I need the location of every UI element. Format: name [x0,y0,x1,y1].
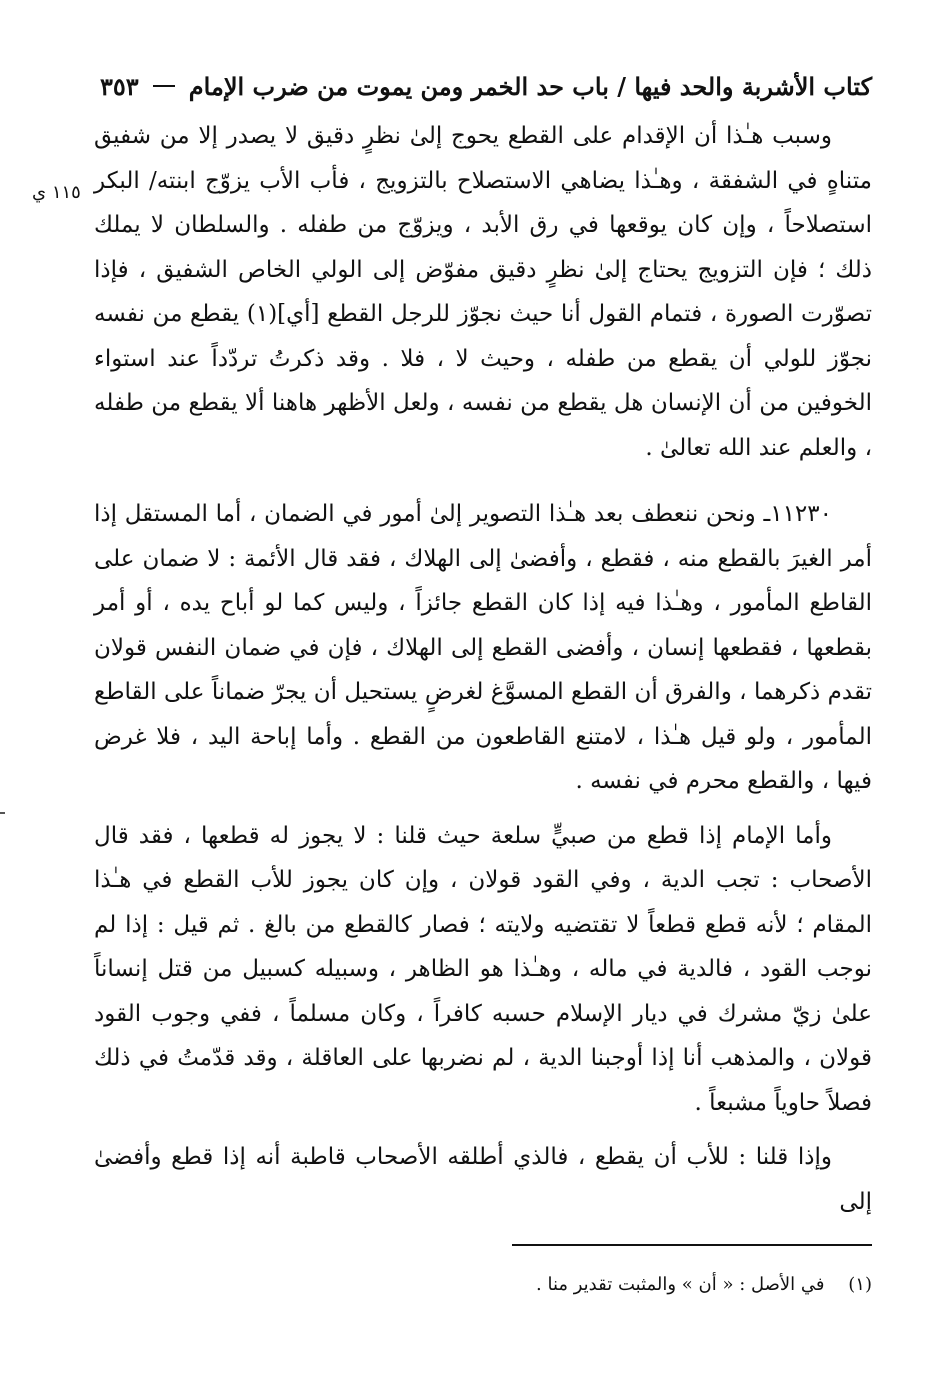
paragraph: وأما الإمام إذا قطع من صبيٍّ سلعة حيث قلنا : لا يجوز له قطعها ، فقد قال الأصحاب : تجب الدية ، وفي القود قولان ، وإن كان يجوز للأب القطع في هـٰذا المقام ؛ لأنه قطع قطعاً لا تقتضيه ولايته ؛ فصار كالقطع من بالغ . ثم قيل : إذا لم نوجب القود ، فالدية في ماله ، وهـٰذا هو الظاهر ، وسبيله كسبيل من قتل إنساناً علىٰ زيّ مشرك في ديار الإسلام حسبه كافراً ، وكان مسلماً ، ففي وجوب القود قولان ، والمذهب أنا إذا أوجبنا الدية ، لم نضربها على العاقلة ، وقد قدّمتُ في ذلك فصلاً حاوياً مشبعاً . [94,822,872,1116]
scan-edge-mark [0,812,5,814]
footnote-rule [512,1244,872,1246]
body-text [94,114,872,1224]
paragraph: وإذا قلنا : للأب أن يقطع ، فالذي أطلقه الأصحاب قاطبة أنه إذا قطع وأفضىٰ إلى [94,1144,872,1215]
paragraph: ١١٢٣٠ـ ونحن ننعطف بعد هـٰذا التصوير إلىٰ أمور في الضمان ، أما المستقل إذا أمر الغيرَ بالقطع منه ، فقطع ، وأفضىٰ إلى الهلاك ، فقد قال الأئمة : لا ضمان على القاطع المأمور ، وهـٰذا فيه إذا كان القطع جائزاً ، وليس كما لو أباح يده ، أو أمر بقطعها ، فقطعها إنسان ، وأفضى القطع إلى الهلاك ، فإن في ضمان النفس قولان تقدم ذكرهما ، والفرق أن القطع المسوَّغ لغرضٍ يستحيل أن يجرّ ضماناً على القاطع المأمور ، ولو قيل هـٰذا ، لامتنع القاطعون من القطع . وأما إباحة اليد ، فلا غرض فيها ، والقطع محرم في نفسه . [94,501,872,794]
running-title: كتاب الأشربة والحد فيها / باب حد الخمر ومن يموت من ضرب الإمام [188,71,872,101]
paragraph: وسبب هـٰذا أن الإقدام على القطع يحوج إلىٰ نظرٍ دقيق لا يصدر إلا من شفيق متناهٍ في الشفقة ، وهـٰذا يضاهي الاستصلاح بالتزويج ، فأب الأب يزوّج ابنته/ البكر استصلاحاً ، وإن كان يوقعها في رق الأبد ، ويزوّج من طفله . والسلطان لا يملك ذلك ؛ فإن التزويج يحتاج إلىٰ نظرٍ دقيق مفوّض إلى الولي الخاص الشفيق ، فإذا تصوّرت الصورة ، فتمام القول أنا حيث نجوّز للرجل القطع [أي](١) يقطع من نفسه نجوّز للولي أن يقطع من طفله ، وحيث لا ، فلا . وقد ذكرتُ تردّداً عند استواء الخوفين من أن الإنسان هل يقطع من نفسه ، ولعل الأظهر هاهنا ألا يقطع من طفله ، والعلم عند الله تعالىٰ . [94,123,872,461]
footnote [300,1274,872,1295]
footnote-text: في الأصل : « أن » والمثبت تقدير منا . [536,1274,825,1295]
footnote-number: (١) [848,1274,872,1295]
page-header [100,66,872,106]
page-number: ٣٥٣ [100,71,139,101]
manuscript-folio-note: ١١٥ ي [32,182,81,203]
header-dash [153,85,175,87]
